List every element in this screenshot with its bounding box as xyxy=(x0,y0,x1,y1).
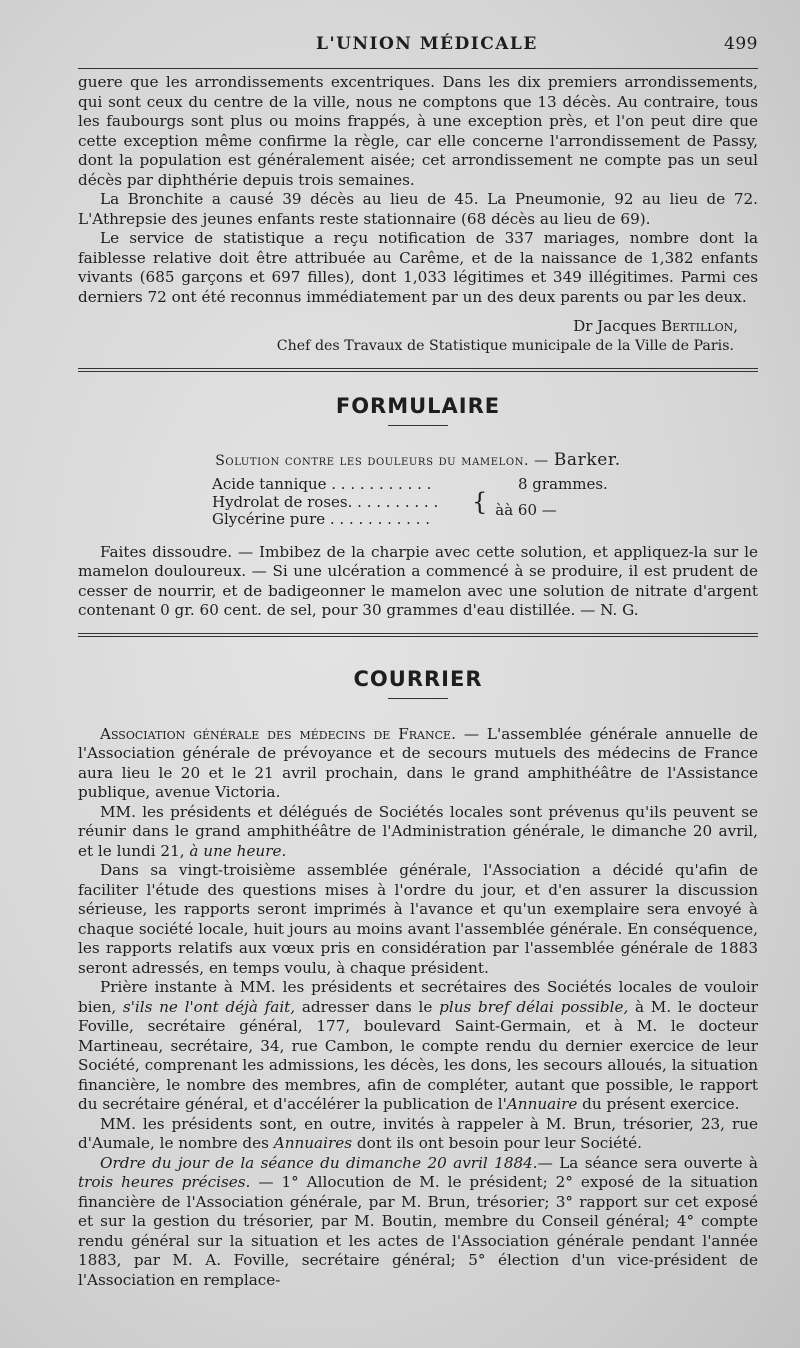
courrier-paragraph-5: MM. les présidents sont, en outre, invités à rappeler à M. Brun, trésorier, 23, rue d'Aumale, le nombre des Annuaires dont ils ont besoin pour leur Société. xyxy=(78,1114,758,1152)
statistics-paragraph-3: Le service de statistique a reçu notification de 337 mariages, nombre dont la faiblesse relative doit être attribuée au Carême, et de la naissance de 1,382 enfants vivants (685 garçons et 697 filles), dont 1,033 légitimes et 349 illégitimes. Parmi ces derniers 72 ont été reconnus immédiatement par un des deux parents ou par les deux. xyxy=(78,229,758,306)
ingredient-row: Glycérine pure . . . . . . . . . . . xyxy=(212,510,431,528)
recipe-ingredients xyxy=(212,476,758,529)
statistics-paragraph-2: La Bronchite a causé 39 décès au lieu de 45. La Pneumonie, 92 au lieu de 72. L'Athrepsie des jeunes enfants reste stationnaire (68 décès au lieu de 69). xyxy=(78,190,758,228)
courrier-paragraph-1: Association générale des médecins de France. — L'assemblée générale annuelle de l'Association générale de prévoyance et de secours mutuels des médecins de France aura lieu le 20 et le 21 avril prochain, dans le grand amphithéâtre de l'Assistance publique, avenue Victoria. xyxy=(78,724,758,801)
formulaire-heading-rule xyxy=(388,425,448,426)
formula-instructions: Faites dissoudre. — Imbibez de la charpie avec cette solution, et appliquez-la sur le mamelon douloureux. — Si une ulcération a commencé à se produire, il est prudent de cesser de nourrir, et de badigeonner le mamelon avec une solution de nitrate d'argent contenant 0 gr. 60 cent. de sel, pour 30 grammes d'eau distillée. — N. G. xyxy=(78,542,758,619)
formula-title: Solution contre les douleurs du mamelon. — Barker. xyxy=(215,450,621,470)
page-number: 499 xyxy=(724,34,758,54)
courrier-paragraph-6: Ordre du jour de la séance du dimanche 20 avril 1884.— La séance sera ouverte à trois heures précises. — 1° Allocution de M. le président; 2° exposé de la situation financière de l'Association générale, par M. Brun, trésorier; 3° rapport sur cet exposé et sur la gestion du trésorier, par M. Boutin, membre du Conseil général; 4° compte rendu général sur la situation et les actes de l'Association générale pendant l'année 1883, par M. A. Foville, secrétaire général; 5° élection d'un vice-président de l'Association en remplace- xyxy=(78,1153,758,1289)
signature-name: Dr Jacques Bertillon, xyxy=(573,317,738,335)
journal-title: L'UNION MÉDICALE xyxy=(316,34,538,54)
formula-author: Barker. xyxy=(553,450,621,470)
courrier-paragraph-4: Prière instante à MM. les présidents et secrétaires des Sociétés locales de vouloir bien, s'ils ne l'ont déjà fait, adresser dans le plus bref délai possible, à M. le docteur Foville, secrétaire général, 177, boulevard Saint-Germain, et à M. le docteur Martineau, secrétaire, 34, rue Cambon, le compte rendu du dernier exercice de leur Société, comprenant les admissions, les décès, les dons, les secours alloués, la situation financière, le nombre des membres, afin de compléter, autant que possible, le rapport du secrétaire général, et d'accélérer la publication de l'Annuaire du présent exercice. xyxy=(78,978,759,1113)
statistics-paragraph-1: guere que les arrondissements excentriques. Dans les dix premiers arrondissements, qui sont ceux du centre de la ville, nous ne comptons que 13 décès. Au contraire, tous les faubourgs sont plus ou moins frappés, à une exception près, et l'on peut dire que cette exception même confirme la règle, car elle concerne l'arrondissement de Passy, dont la population est généralement aisée; cet arrondissement ne compte pas un seul décès par diphthérie depuis trois semaines. xyxy=(78,73,758,189)
formulaire-heading: FORMULAIRE xyxy=(335,394,501,418)
brace-icon: { xyxy=(472,487,488,516)
courrier-paragraph-2: MM. les présidents et délégués de Sociétés locales sont prévenus qu'ils peuvent se réunir dans le grand amphithéâtre de l'Administration générale, le dimanche 20 avril, et le lundi 21, à une heure. xyxy=(78,802,758,860)
section-divider xyxy=(78,368,758,372)
running-header xyxy=(316,34,758,54)
courrier-heading-rule xyxy=(388,698,448,699)
section-divider xyxy=(78,633,758,637)
ingredient-row: Hydrolat de roses. . . . . . . . . . { àà 60 — xyxy=(212,487,557,519)
courrier-heading: COURRIER xyxy=(353,666,483,691)
ingredient-row: Acide tannique . . . . . . . . . . . 8 grammes. xyxy=(212,475,608,493)
signature-role: Chef des Travaux de Statistique municipale de la Ville de Paris. xyxy=(276,337,734,354)
header-rule xyxy=(78,68,758,69)
courrier-paragraph-3: Dans sa vingt-troisième assemblée générale, l'Association a décidé qu'afin de faciliter l'étude des questions mises à l'ordre du jour, et d'en assurer la discussion sérieuse, les rapports seront imprimés à l'avance et qu'un exemplaire sera envoyé à chaque société locale, huit jours au moins avant l'assemblée générale. En conséquence, les rapports relatifs aux vœux pris en considération par l'assemblée générale de 1883 seront adressés, en temps voulu, à chaque président. xyxy=(78,861,758,977)
